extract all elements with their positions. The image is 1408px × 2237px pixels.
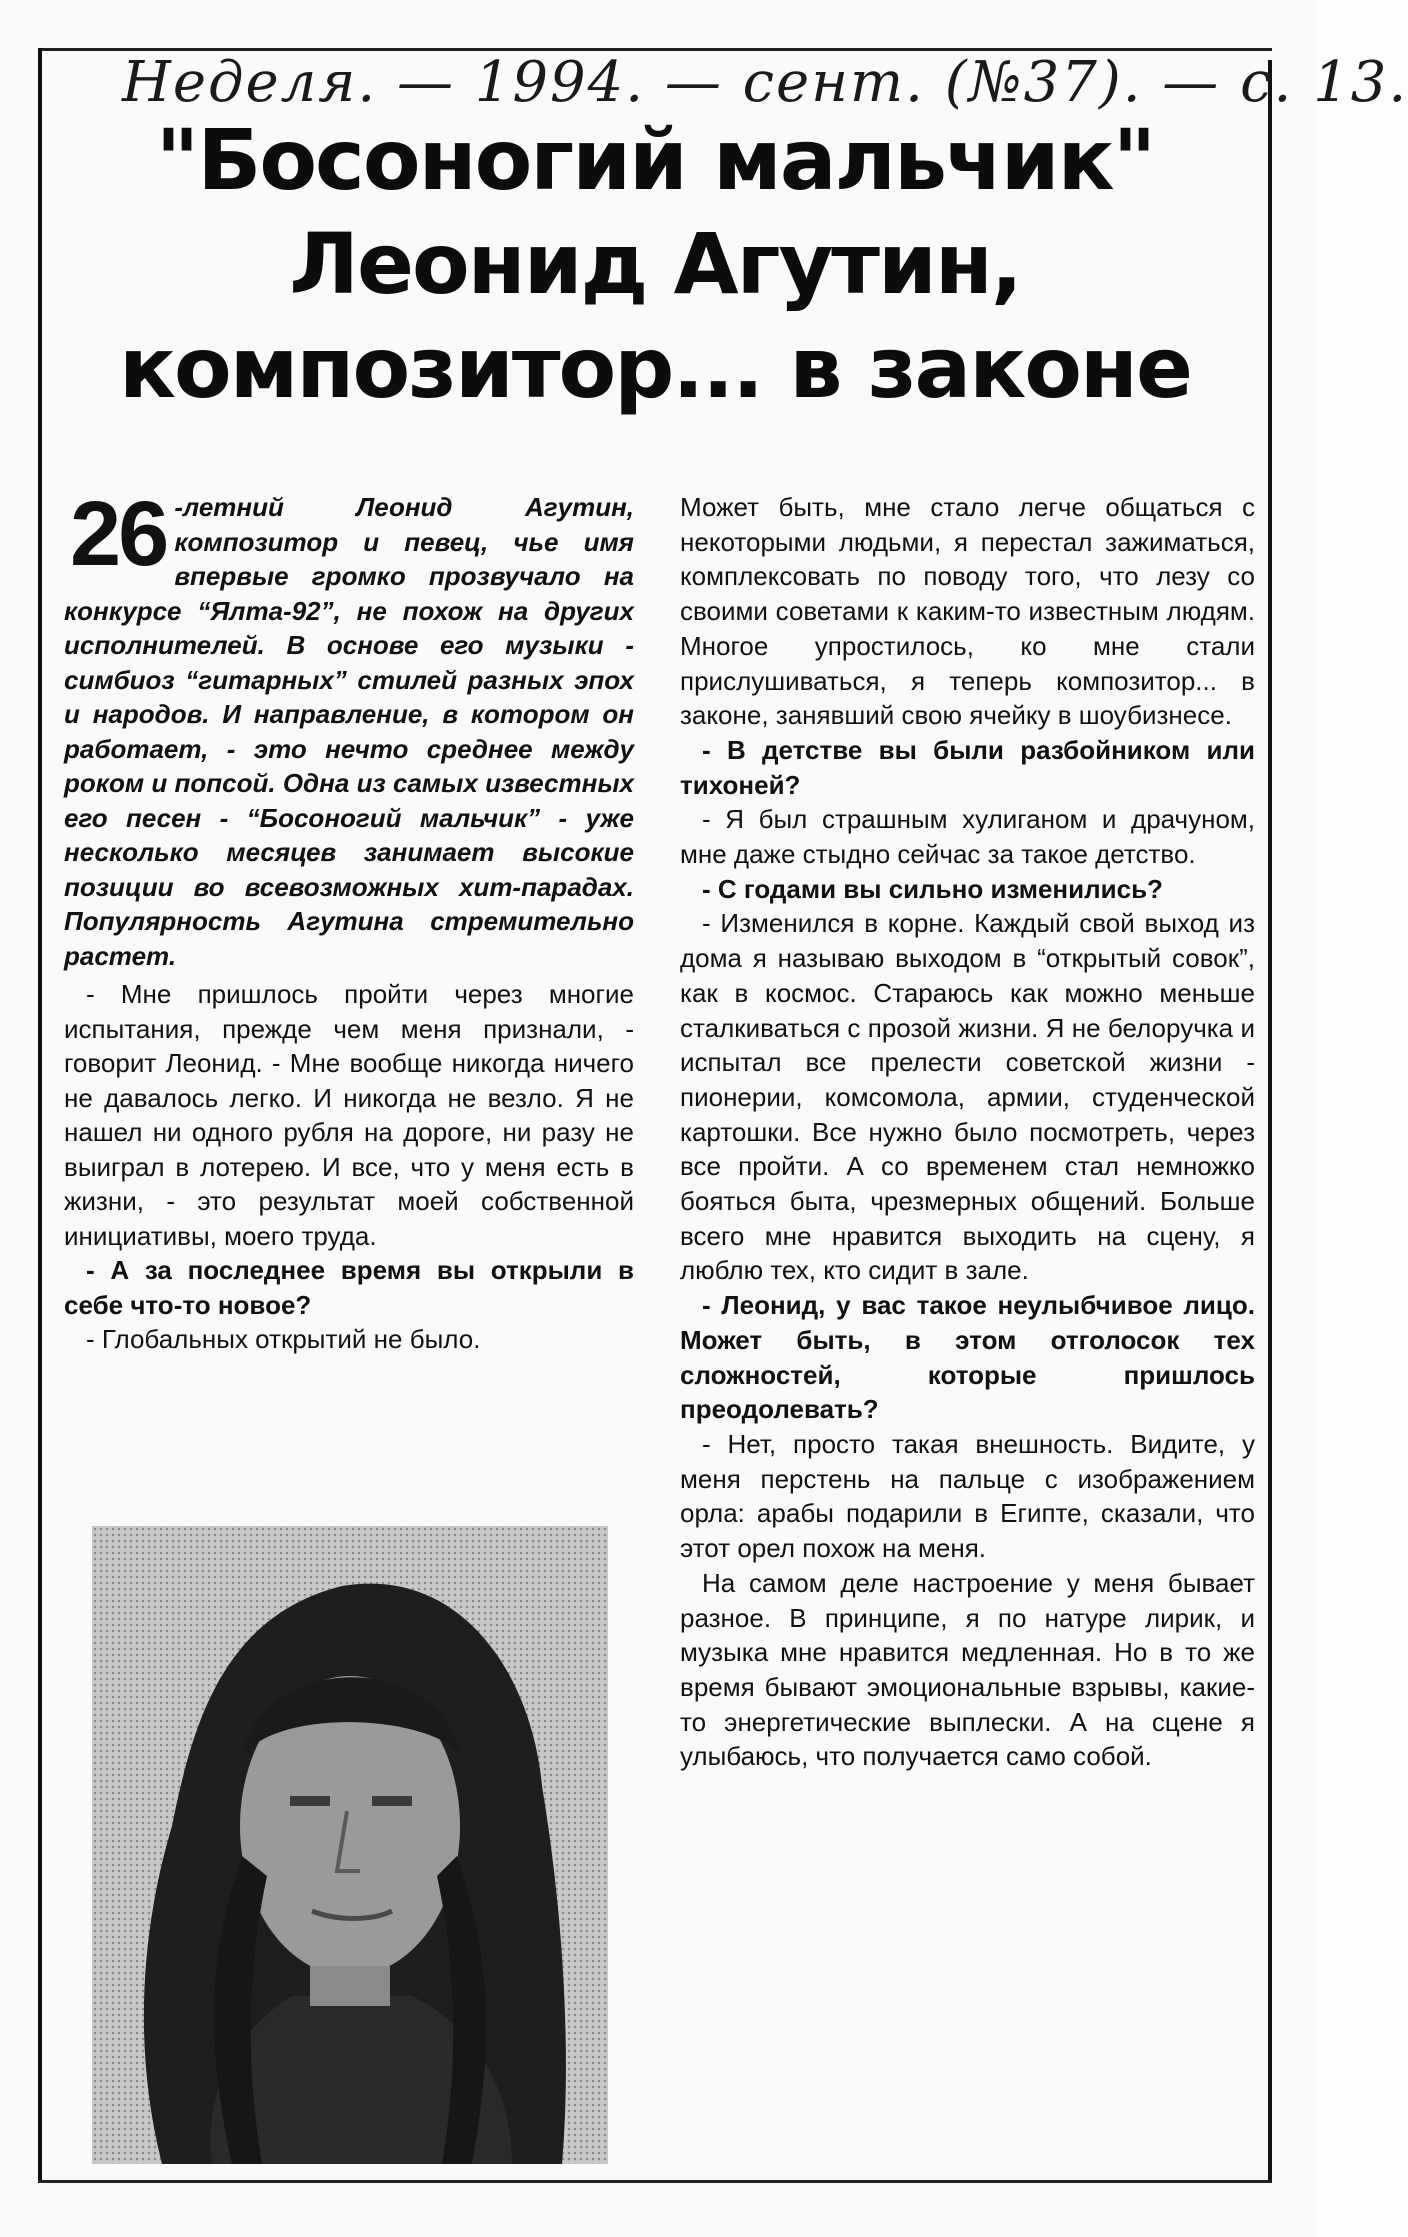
portrait-illustration xyxy=(92,1526,608,2164)
frame-line-left xyxy=(38,48,42,2183)
answer-paragraph: На самом деле настроение у меня бывает разное. В принципе, я по натуре лирик, и музыка мне нравится медленная. Но в то же время бывают эмоциональные взрывы, какие-то энергетические выплески. А на сцене я улыбаюсь, что получается само собой. xyxy=(680,1567,1255,1772)
question-paragraph: - А за последнее время вы открыли в себе что-то новое? xyxy=(64,1255,634,1320)
portrait-photo xyxy=(92,1526,608,2164)
answer-paragraph: - Изменился в корне. Каждый свой выход из дома я называю выходом в “открытый совок”, как в космос. Стараюсь как можно меньше сталкиваться с прозой жизни. Я не белоручка и испытал все прелести советской жизни - пионерии, комсомола, армии, студенческой картошки. Все нужно было посмотреть, через все пройти. А со временем стал немножко бояться быта, чрезмерных общений. Больше всего мне нравится выходить на сцену, я люблю тех, кто сидит в зале. xyxy=(680,908,1255,1286)
question-paragraph: - С годами вы сильно изменились? xyxy=(702,873,1163,904)
headline-line-1: "Босоногий мальчик" xyxy=(155,111,1155,209)
frame-line-right xyxy=(1268,60,1272,2180)
headline-line-3: композитор... в законе xyxy=(119,319,1191,417)
article-column-left xyxy=(64,483,634,1357)
answer-paragraph: - Мне пришлось пройти через многие испытания, прежде чем меня признали, - говорит Леонид. - Мне вообще никогда ничего не давалось легко. И никогда не везло. Я не нашел ни одного рубля на дороге, ни разу не выиграл в лотерею. И все, что у меня есть в жизни, - это результат моей собственной инициативы, моего труда. xyxy=(64,979,634,1251)
headline-line-2: Леонид Агутин, xyxy=(289,215,1021,313)
headline xyxy=(50,108,1260,420)
answer-paragraph: - Я был страшным хулиганом и драчуном, мне даже стыдно сейчас за такое детство. xyxy=(680,804,1255,870)
lead-paragraph xyxy=(64,483,634,973)
dropcap: 26 xyxy=(70,483,167,585)
answer-paragraph: - Нет, просто такая внешность. Видите, у меня перстень на пальце с изображением орла: арабы подарили в Египте, сказали, что этот орел похож на меня. xyxy=(680,1428,1255,1564)
frame-line-bottom xyxy=(38,2180,1272,2183)
article-column-right xyxy=(680,490,1255,1774)
handwritten-source-note: Неделя. — 1994. — сент. (№37). — с. 13. xyxy=(122,50,1408,115)
lead-text: -летний Леонид Агутин, композитор и певец, чье имя впервые громко прозвучало на конкурсе “Ялта-92”, не похож на других исполнителей. В основе его музыки - симбиоз “гитарных” стилей разных эпох и народов. И направление, в котором он работает, - это нечто среднее между роком и попсой. Одна из самых известных его песен - “Босоногий мальчик” - уже несколько месяцев занимает высокие позиции во всевозможных хит-парадах. Популярность Агутина стремительно растет. xyxy=(64,492,634,971)
question-paragraph: - Леонид, у вас такое неулыбчивое лицо. Может быть, в этом отголосок тех сложностей, которые пришлось преодолевать? xyxy=(680,1290,1255,1425)
answer-paragraph: - Глобальных открытий не было. xyxy=(86,1324,481,1354)
answer-paragraph: Может быть, мне стало легче общаться с некоторыми людьми, я перестал зажиматься, комплексовать по поводу того, что лезу со своими советами к каким-то известным людям. Многое упростилось, ко мне стали прислушиваться, я теперь композитор... в законе, занявший свою ячейку в шоубизнесе. xyxy=(680,492,1255,731)
question-paragraph: - В детстве вы были разбойником или тихоней? xyxy=(680,734,1255,800)
